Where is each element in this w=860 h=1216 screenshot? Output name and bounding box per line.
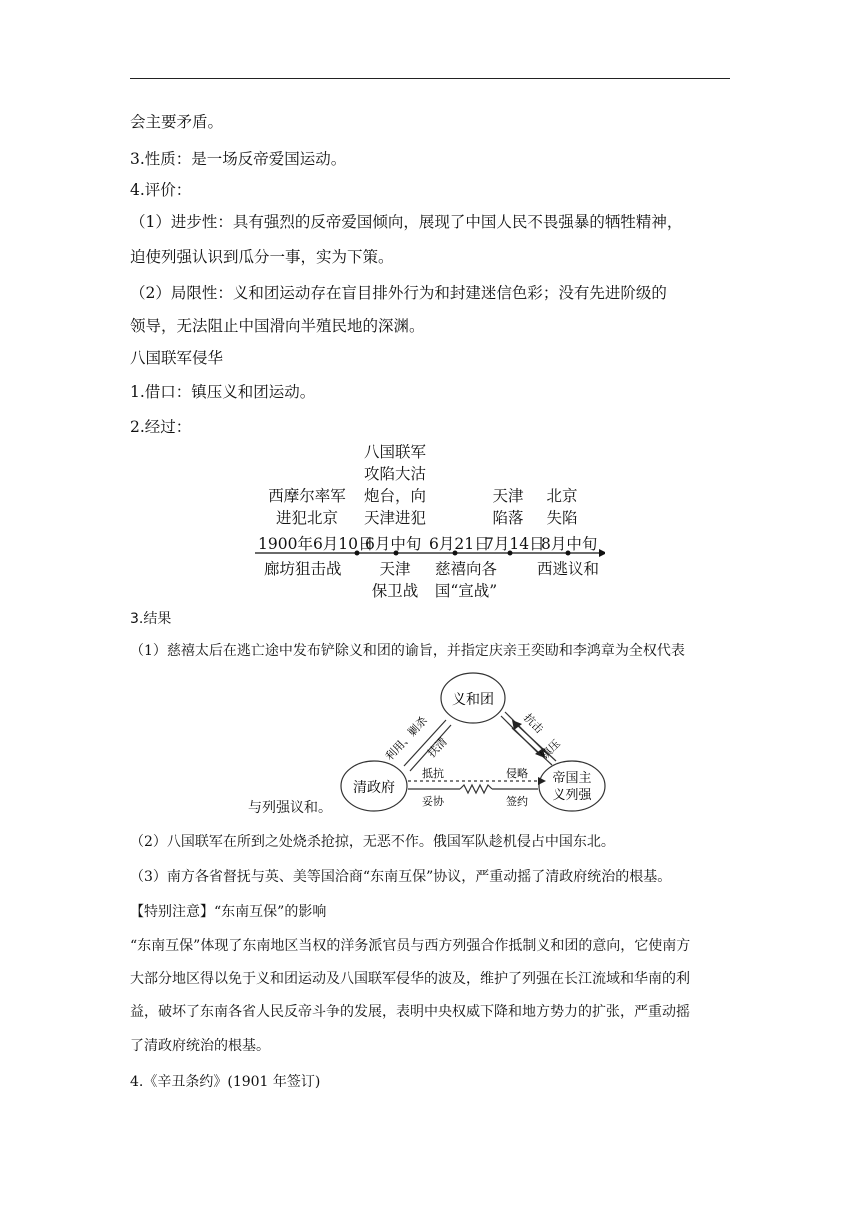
diagram-edge-label: 妥协: [422, 795, 444, 808]
text-line: 会主要矛盾。: [130, 113, 224, 131]
timeline-event-above: 北京 失陷: [546, 487, 578, 527]
diagram-edge-label: 镇压: [538, 737, 563, 762]
note-title: 【特别注意】“东南互保”的影响: [130, 904, 327, 920]
diagram-node-label: 帝国主: [552, 771, 592, 786]
header-rule: [130, 78, 730, 79]
timeline-date: 6月21日: [429, 535, 490, 553]
diagram-edge-label: 利用、剿杀: [382, 714, 430, 764]
text-line: 1.借口：镇压义和团运动。: [130, 383, 316, 401]
text-line: （2）局限性：义和团运动存在盲目排外行为和封建迷信色彩；没有先进阶级的: [130, 284, 667, 302]
timeline-date: 7月14日: [484, 535, 545, 553]
diagram-node-label: 义和团: [452, 692, 494, 708]
text-line: （2）八国联军在所到之处烧杀抢掠，无恶不作。俄国军队趁机侵占中国东北。: [130, 834, 615, 850]
section-heading: 4.《辛丑条约》(1901 年签订): [130, 1074, 321, 1090]
diagram-edge-label: 抗击: [521, 711, 546, 736]
text-line: 大部分地区得以免于义和团运动及八国联军侵华的波及，维护了列强在长江流域和华南的利: [130, 971, 690, 987]
diagram-node-label: 义列强: [552, 788, 592, 803]
text-line: 迫使列强认识到瓜分一事，实为下策。: [130, 248, 394, 266]
timeline-event-above: 西摩尔率军 进犯北京: [268, 487, 346, 527]
result-heading: 3.结果: [130, 611, 172, 627]
text-line: 4.评价：: [130, 181, 192, 199]
text-line: 2.经过：: [130, 418, 192, 436]
section-heading: 八国联军侵华: [130, 349, 224, 367]
text-line: （1）进步性：具有强烈的反帝爱国倾向，展现了中国人民不畏强暴的牺牲精神，: [130, 213, 683, 231]
timeline-event-below: 天津 保卫战: [371, 560, 419, 600]
text-line: 了清政府统治的根基。: [130, 1038, 270, 1054]
text-line: 领导，无法阻止中国滑向半殖民地的深渊。: [130, 317, 425, 335]
diagram-edge-label: 侵略: [506, 767, 528, 780]
text-line: 益，破坏了东南各省人民反帝斗争的发展，表明中央权威下降和地方势力的扩张，严重动摇: [130, 1004, 690, 1020]
text-line: （1）慈禧太后在逃亡途中发布铲除义和团的谕旨，并指定庆亲王奕劻和李鸿章为全权代表: [130, 643, 685, 659]
timeline-date: 6月中旬: [365, 535, 422, 553]
diagram-node-label: 清政府: [353, 780, 395, 796]
timeline-date: 1900年6月10日: [258, 535, 374, 553]
text-line: “东南互保”体现了东南地区当权的洋务派官员与西方列强合作抵制义和团的意向，它使南方: [130, 938, 691, 954]
diagram-edge-label: 抵抗: [422, 767, 444, 780]
timeline-event-below: 慈禧向各 国“宣战”: [434, 560, 498, 600]
timeline-event-below: 西逃议和: [537, 560, 600, 578]
timeline-event-above: 八国联军 攻陷大沽 炮台，向 天津进犯: [363, 443, 426, 527]
timeline-event-above: 天津 陷落: [492, 487, 524, 527]
text-line: （3）南方各省督抚与英、美等国洽商“东南互保”协议，严重动摇了清政府统治的根基。: [130, 869, 672, 885]
relationship-diagram: [330, 668, 625, 816]
text-line: 3.性质：是一场反帝爱国运动。: [130, 150, 347, 168]
text-line: 与列强议和。: [248, 800, 332, 816]
timeline-date: 8月中旬: [541, 535, 598, 553]
diagram-edge-label: 签约: [506, 795, 528, 808]
timeline-event-below: 廊坊狙击战: [264, 560, 342, 578]
node-ellipse: [539, 761, 605, 811]
diagram-edge-label: 扶清: [425, 735, 450, 761]
